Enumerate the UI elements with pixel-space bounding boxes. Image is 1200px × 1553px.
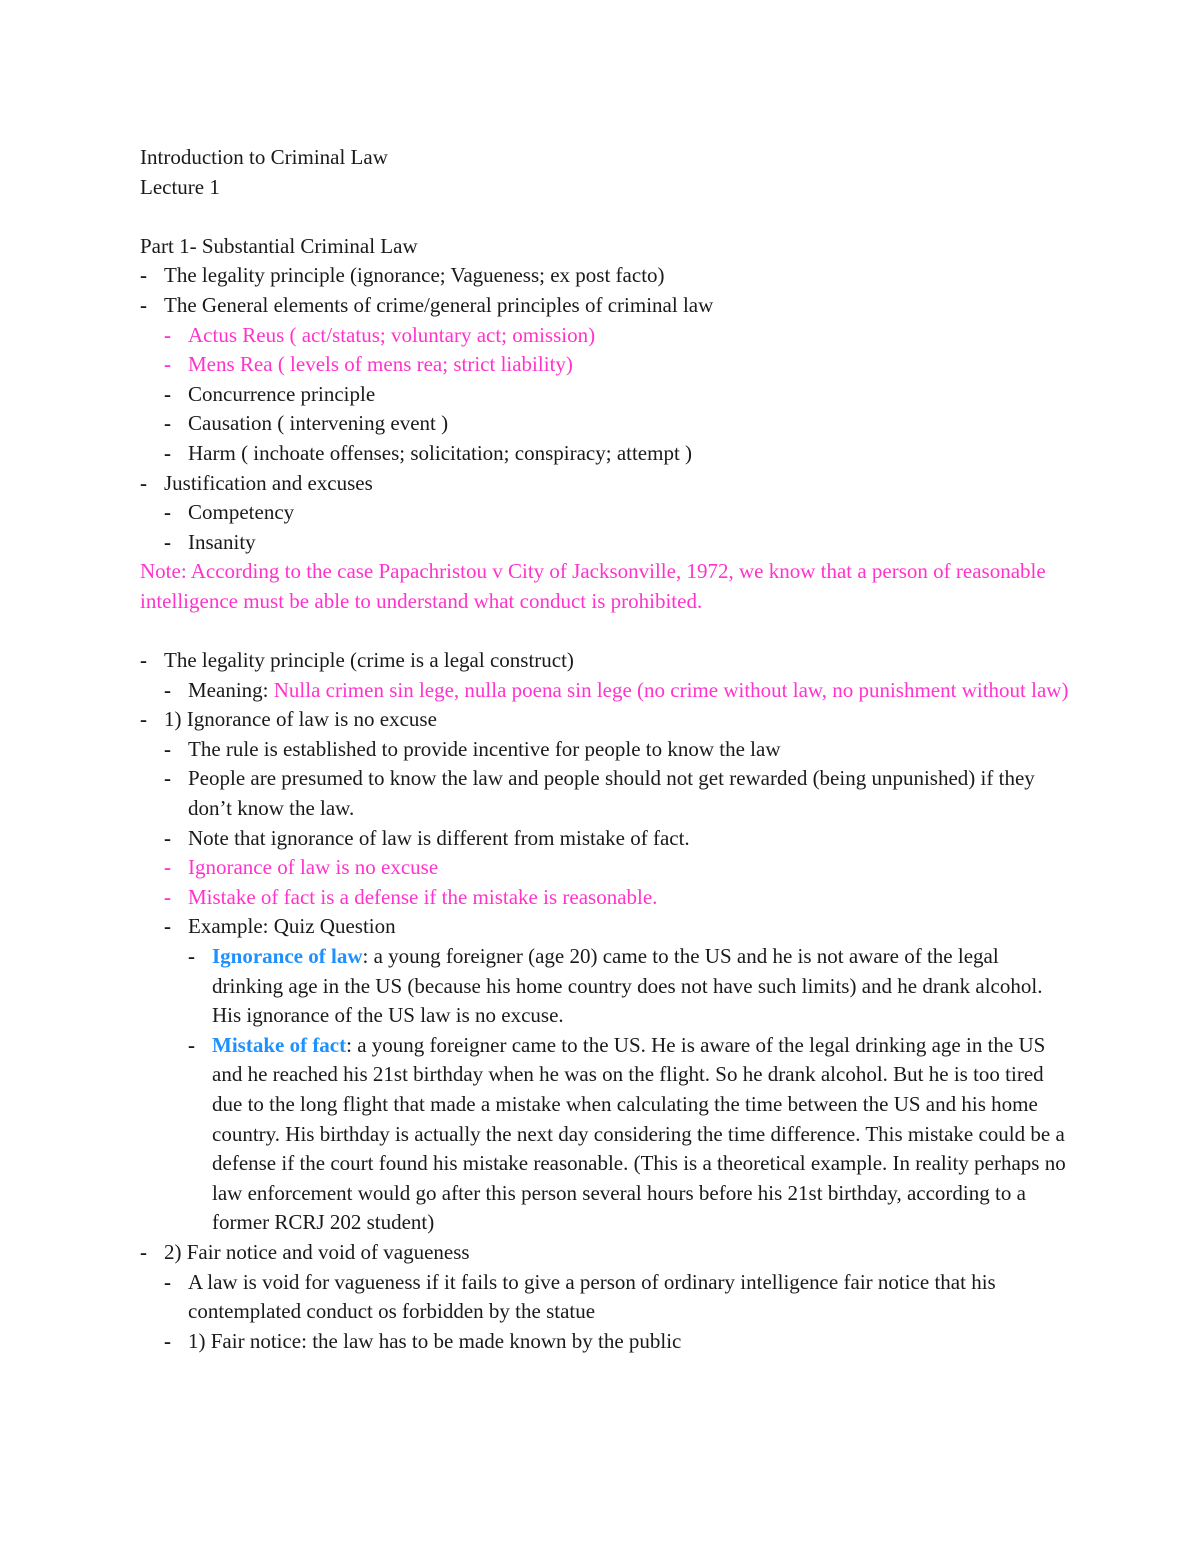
section-text: 1) Fair notice: the law has to be made known by the public [188, 1328, 682, 1353]
bullet-dash: - [140, 1239, 147, 1264]
section-text: 2) Fair notice and void of vagueness [164, 1239, 470, 1264]
example-label: Ignorance of law [212, 944, 363, 969]
case-note: Note: According to the case Papachristou v City of Jacksonville, 1972, we know that a person of reasonable intelligence must be able to understand what conduct is prohibited. [140, 559, 1046, 613]
example-body: : a young foreigner came to the US. He is aware of the legal drinking age in the US and he reached his 21st birthday when he was on the flight. So he drank alcohol. But he is too tired due to the long flight that made a mistake when calculating the time between the US and his home country. His birthday is actually the next day considering the time difference. This mistake could be a defense if the court found his mistake reasonable. (This is a theoretical example. In reality perhaps no law enforcement would go after this person several hours before his 21st birthday, according to a former RCRJ 202 student) [212, 1032, 1066, 1235]
legality-heading [140, 646, 1070, 676]
presumed-item [164, 764, 1070, 823]
outline-item-causation [164, 409, 1070, 439]
bullet-dash: - [140, 470, 147, 495]
rule-incentive-item [164, 735, 1070, 765]
bullet-dash: - [164, 766, 171, 791]
bullet-dash: - [188, 1032, 195, 1057]
outline-item-legality [140, 261, 1070, 291]
bullet-dash: - [140, 707, 147, 732]
bullet-dash: - [164, 1328, 171, 1353]
part-heading: Part 1- Substantial Criminal Law [140, 233, 418, 258]
section-text: People are presumed to know the law and people should not get rewarded (being unpunished) if they don’t know the law. [188, 766, 1035, 821]
mistake-defense-item [164, 883, 1070, 913]
bullet-dash: - [164, 322, 171, 347]
bullet-dash: - [164, 825, 171, 850]
bullet-dash: - [164, 1269, 171, 1294]
meaning-latin: Nulla crimen sin lege, nulla poena sin lege (no crime without law, no punishment without law) [273, 677, 1069, 702]
fair-notice-heading [140, 1238, 1070, 1268]
bullet-dash: - [164, 411, 171, 436]
bullet-dash: - [140, 292, 147, 317]
bullet-dash: - [164, 914, 171, 939]
outline-item-insanity [164, 528, 1070, 558]
example-label: Mistake of fact [212, 1032, 347, 1057]
section-text: Note that ignorance of law is different from mistake of fact. [188, 825, 690, 850]
outline-text: The General elements of crime/general principles of criminal law [164, 292, 714, 317]
outline-item-concurrence [164, 380, 1070, 410]
bullet-dash: - [164, 677, 171, 702]
spacer [140, 202, 1070, 232]
section-text: The legality principle (crime is a legal construct) [164, 648, 574, 673]
outline-text: Concurrence principle [188, 381, 376, 406]
bullet-dash: - [164, 736, 171, 761]
outline-text: Mens Rea ( levels of mens rea; strict liability) [188, 352, 573, 377]
spacer [140, 617, 1070, 647]
outline-text: Causation ( intervening event ) [188, 411, 449, 436]
section-text: Ignorance of law is no excuse [188, 855, 439, 880]
ignorance-heading [140, 705, 1070, 735]
void-rule-item [164, 1268, 1070, 1327]
meaning-text-wrap [188, 676, 1070, 706]
meaning-label: Meaning: [188, 677, 274, 702]
bullet-dash: - [164, 884, 171, 909]
outline-text: Actus Reus ( act/status; voluntary act; omission) [188, 322, 596, 347]
fair-notice-item [164, 1327, 1070, 1357]
example-text-wrap [212, 1031, 1070, 1238]
outline-item-actus-reus [164, 321, 1070, 351]
example-body: : a young foreigner (age 20) came to the US and he is not aware of the legal drinking age in the US (because his home country does not have such limits) and he drank alcohol. His ignorance of the US law is no excuse. [212, 944, 1043, 1028]
bullet-dash: - [188, 944, 195, 969]
outline-item-competency [164, 498, 1070, 528]
outline-text: Harm ( inchoate offenses; solicitation; conspiracy; attempt ) [188, 440, 693, 465]
meaning-item [164, 676, 1070, 706]
section-text: Example: Quiz Question [188, 914, 396, 939]
outline-item-justification [140, 469, 1070, 499]
outline-item-mens-rea [164, 350, 1070, 380]
section-text: The rule is established to provide incentive for people to know the law [188, 736, 781, 761]
document-page [140, 143, 1070, 1356]
outline-item-harm [164, 439, 1070, 469]
bullet-dash: - [164, 529, 171, 554]
bullet-dash: - [164, 855, 171, 880]
outline-text: The legality principle (ignorance; Vagueness; ex post facto) [164, 263, 665, 288]
bullet-dash: - [164, 440, 171, 465]
section-text: 1) Ignorance of law is no excuse [164, 707, 437, 732]
bullet-dash: - [164, 352, 171, 377]
note-difference-item [164, 824, 1070, 854]
example-mistake-item [188, 1031, 1070, 1238]
outline-text: Justification and excuses [164, 470, 373, 495]
outline-text: Competency [188, 500, 295, 525]
example-heading-item [164, 912, 1070, 942]
example-ignorance-item [188, 942, 1070, 1031]
example-text-wrap [212, 942, 1070, 1031]
bullet-dash: - [164, 381, 171, 406]
document-title: Introduction to Criminal Law [140, 145, 388, 169]
bullet-dash: - [140, 263, 147, 288]
ignorance-no-excuse-item [164, 853, 1070, 883]
lecture-label: Lecture 1 [140, 174, 220, 199]
section-text: A law is void for vagueness if it fails to give a person of ordinary intelligence fair notice that his contemplated conduct os forbidden by the statue [188, 1269, 996, 1324]
section-text: Mistake of fact is a defense if the mistake is reasonable. [188, 884, 658, 909]
outline-item-general-elements [140, 291, 1070, 321]
outline-text: Insanity [188, 529, 256, 554]
bullet-dash: - [140, 648, 147, 673]
bullet-dash: - [164, 500, 171, 525]
